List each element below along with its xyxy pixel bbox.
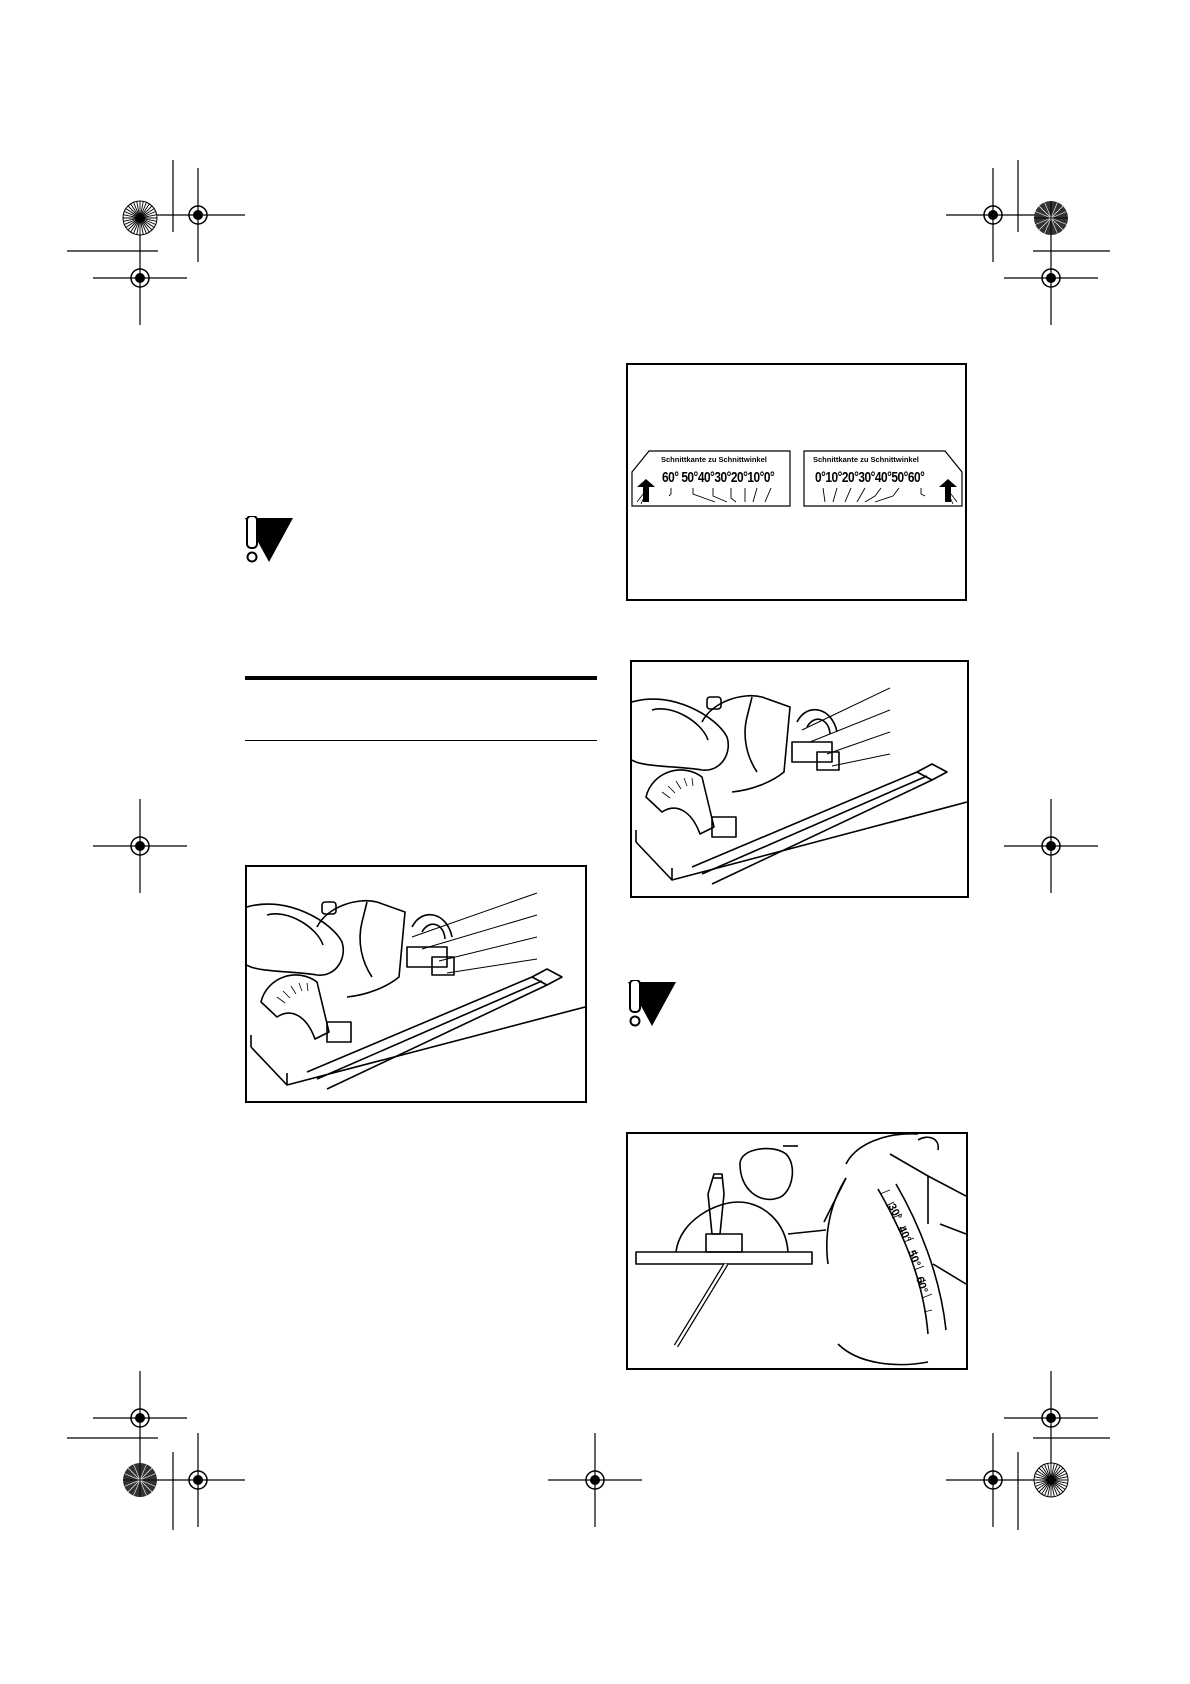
scale-tick-label: 40°: [895, 1224, 914, 1245]
registration-mark-icon: [1004, 1371, 1098, 1465]
registration-mark-icon: [93, 799, 187, 893]
warning-icon: [622, 980, 678, 1030]
label-angles: 60° 50°40°30°20°10°0°: [662, 470, 775, 486]
registration-mark-icon: [946, 168, 1040, 262]
label-title: Schnittkante zu Schnittwinkel: [813, 455, 919, 464]
registration-mark-icon: [1004, 799, 1098, 893]
color-target-icon: [123, 1463, 157, 1497]
color-target-icon: [123, 201, 157, 235]
registration-mark-icon: [151, 1433, 245, 1527]
figure-cut-angle-labels: [626, 363, 967, 601]
figure-saw-left: [245, 865, 587, 1103]
label-title: Schnittkante zu Schnittwinkel: [661, 455, 767, 464]
color-target-icon: [1034, 1463, 1068, 1497]
label-angles: 0°10°20°30°40°50°60°: [815, 470, 925, 486]
registration-mark-icon: [1004, 231, 1098, 325]
scale-tick-label: 60°: [913, 1275, 930, 1295]
cut-angle-label-right: [803, 450, 963, 507]
section-rule-thick: [245, 676, 597, 680]
registration-mark-icon: [93, 231, 187, 325]
section-rule-thin: [245, 740, 597, 741]
registration-mark-icon: [151, 168, 245, 262]
registration-mark-icon: [93, 1371, 187, 1465]
registration-mark-icon: [946, 1433, 1040, 1527]
scale-tick-label: 30°: [885, 1201, 904, 1223]
color-target-icon: [1034, 201, 1068, 235]
registration-mark-icon: [548, 1433, 642, 1527]
figure-saw-right: [630, 660, 969, 898]
figure-bevel-scale: [626, 1132, 968, 1370]
scale-tick-label: 50°: [905, 1248, 923, 1269]
warning-icon: [239, 516, 295, 566]
cut-angle-label-left: [631, 450, 791, 507]
